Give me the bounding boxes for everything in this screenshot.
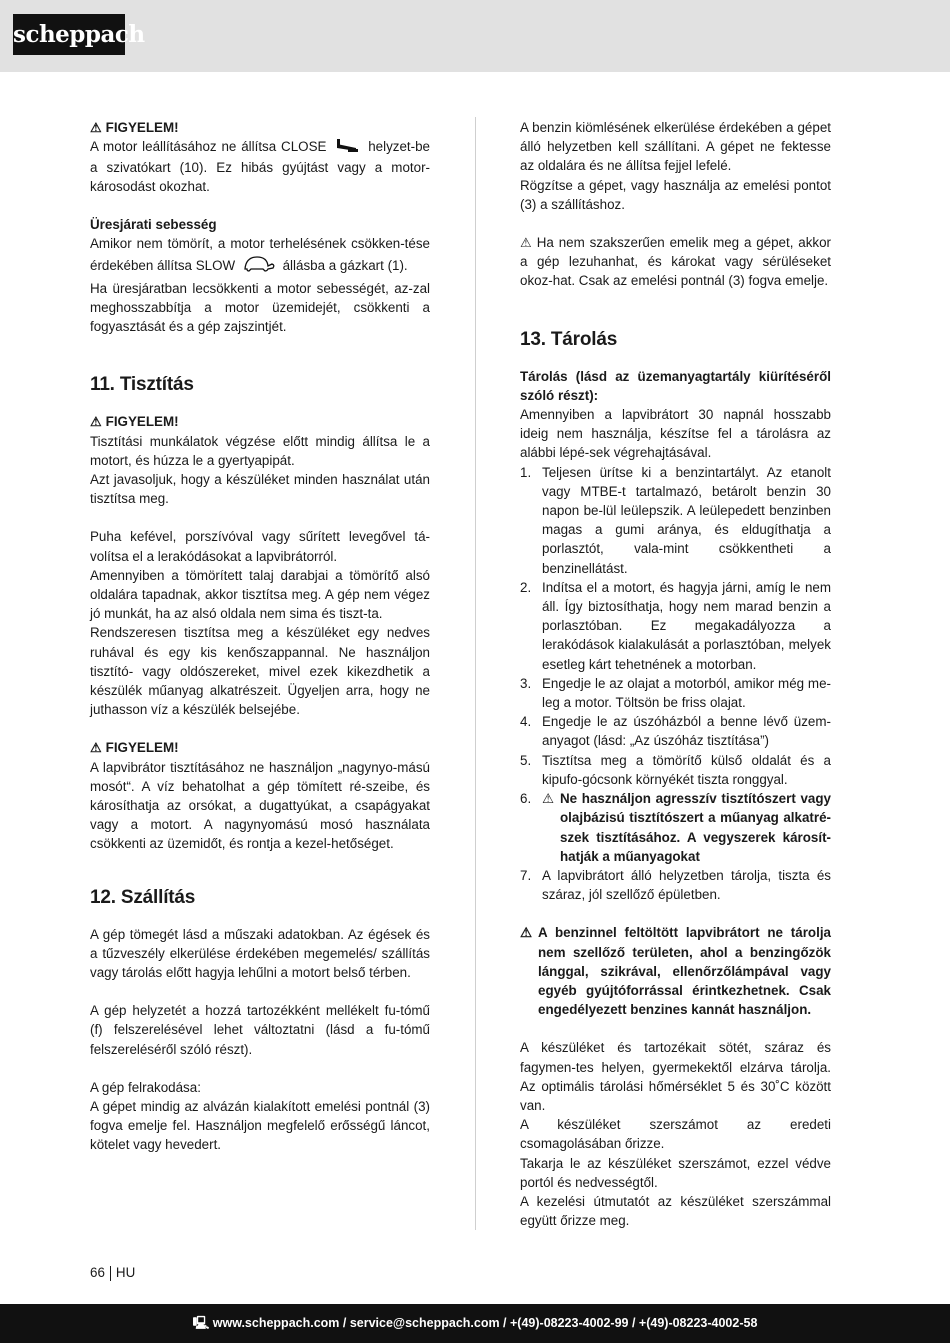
warning-icon: ⚠ — [542, 791, 555, 807]
list-item: 4. Engedje le az úszóházból a benne lévő üzem-anyagot (lásd: „Az úszóház tisztítása”) — [520, 714, 831, 749]
storage-paragraph-1: A készüléket és tartozékait sötét, száraz és fagymen-tes helyen, gyermekektől elzárva tárolja. Az optimális tárolási hőmérséklet 5 és 30˚C között van. — [520, 1040, 831, 1113]
storage-intro: Amennyiben a lapvibrátort 30 napnál hosszabb ideig nem használja, készítse fel a tárolásra az alábbi lépé-sek végrehajtásával. — [520, 407, 831, 461]
list-item: 3. Engedje le az olajat a motorból, amikor még me-leg a motor. Töltsön be friss olajat. — [520, 675, 831, 711]
cleaning-paragraph-3: Rendszeresen tisztítsa meg a készüléket egy nedves ruhával és egy kis kenőszappannal. Ne használjon tisztító- vagy oldószereket, mivel ezek kikezdhetik a készülék műanyag alkatrészeit. Ügyeljen arra, hogy ne juthasson víz a készülék belsejébe. — [90, 625, 430, 718]
list-item: 5. Tisztítsa meg a tömörítő külső oldalát és a kipufo-gócsonk környékét tiszta ronggyal. — [520, 752, 831, 787]
cleaning-recommendation: Azt javasoljuk, hogy a készüléket minden használat után tisztítsa meg. — [90, 471, 430, 507]
idle-speed-heading: Üresjárati sebesség — [90, 217, 217, 233]
loading-text: A gépet mindig az alvázán kialakított emelési pontnál (3) fogva emelje fel. Használjon megfelelő erősségű láncot, kötelet vagy hevedert. — [90, 1099, 430, 1153]
left-column — [90, 118, 430, 1155]
right-column — [520, 118, 831, 1230]
idle-speed-text: Amikor nem tömörít, a motor terhelésének csökken-tése érdekében állítsa SLOW állásba a gázkart (1). — [90, 234, 430, 278]
contact-footer: 🖳 www.scheppach.com / service@scheppach.com / +(49)-08223-4002-99 / +(49)-08223-4002-58 — [0, 1304, 950, 1343]
warning-icon: ⚠ — [520, 925, 533, 941]
warning-heading: ⚠ FIGYELEM! — [90, 740, 179, 756]
monitor-icon: 🖳 — [192, 1316, 210, 1330]
storage-paragraph-2: A készüléket szerszámot az eredeti csomagolásában őrizze. — [520, 1117, 831, 1152]
section-heading-cleaning: 11. Tisztítás — [90, 374, 194, 396]
brand-logo: scheppach — [13, 14, 125, 55]
list-item: 1. Teljesen ürítse ki a benzintartályt. Az etanolt vagy MTBE-t tartalmazó, betárolt benzin 30 napon be-lül leülepszik. A leülepedett benzinben magas a gumi aránya, és eldugíthatja a porlasztót, vala-mint csökkentheti a benzinellátást. — [520, 464, 831, 576]
fuel-storage-warning: ⚠ A benzinnel feltöltött lapvibrátort ne tárolja nem szellőző területen, ahol a benzingőzök lánggal, szikrával, ellenőrzőlámpával vagy egyéb gyújtóforrással érintkezhetnek. Csak engedélyezett benzines kannát használjon. — [520, 925, 831, 1018]
loading-heading: A gép felrakodása: — [90, 1079, 201, 1095]
warning-icon: ⚠ — [90, 414, 102, 430]
warning-icon: ⚠ — [520, 235, 533, 251]
warning-heading: ⚠ FIGYELEM! — [90, 414, 179, 430]
page-number: 66 HU — [90, 1265, 136, 1280]
column-divider — [475, 117, 476, 1230]
warning-heading: ⚠ FIGYELEM! — [90, 120, 179, 135]
choke-warning-text: A motor leállításához ne állítsa CLOSE helyzet-be a szivatókart (10). Ez hibás gyújtást vagy a motor-károsodást okozhat. — [90, 139, 430, 194]
warning-icon: ⚠ — [90, 740, 102, 756]
list-item: 7. A lapvibrátort álló helyzetben tárolja, tiszta és száraz, jól szellőző épületben. — [520, 867, 831, 903]
list-item: 2. Indítsa el a motort, és hagyja járni, amíg le nem áll. Így biztosíthatja, hogy nem marad benzin a porlasztóban. Ez megakadályozza a lerakódások kialakulását a porlasztóban, melyek esetleg kárt tehetnének a motorban. — [520, 579, 831, 672]
cleaning-warning-text: Tisztítási munkálatok végzése előtt mindig állítsa le a motort, és húzza le a gyertyapipát. — [90, 433, 430, 468]
storage-steps-list — [520, 463, 831, 905]
choke-close-icon — [334, 138, 360, 158]
storage-subheading: Tárolás (lásd az üzemanyagtartály kiürítéséről szóló részt): — [520, 368, 831, 403]
storage-paragraph-4: A kezelési útmutatót az készüléket szerszámmal együtt őrizze meg. — [520, 1193, 831, 1229]
transport-paragraph-2: A gép helyzetét a hozzá tartozékként mellékelt fu-tómű (f) felszerelésével lehet változtatni (lásd a fu-tómű felszereléséről szóló részt). — [90, 1003, 430, 1057]
transport-paragraph-3: A benzin kiömlésének elkerülése érdekében a gépet álló helyzetben kell szállítani. A gépet ne fektesse az oldalára és ne állítsa fejjel lefelé. — [520, 120, 831, 174]
section-heading-storage: 13. Tárolás — [520, 328, 618, 350]
idle-speed-text-2: Ha üresjáratban lecsökkenti a motor sebességét, az-zal meghosszabbítja a motor üzemidejét, csökkenti a fogyasztását és a gép zajszintjét. — [90, 280, 430, 335]
turtle-slow-icon — [242, 254, 276, 279]
list-item: 6. ⚠ Ne használjon agresszív tisztítószert vagy olajbázisú tisztítószert a műanyag alkatré-szek tisztításához. A vegyszerek károsít-hatják a műanyagokat — [520, 791, 831, 864]
transport-paragraph-4: Rögzítse a gépet, vagy használja az emelési pontot (3) a szállításhoz. — [520, 177, 831, 212]
section-heading-transport: 12. Szállítás — [90, 886, 196, 908]
pressure-washer-warning: A lapvibrátor tisztításához ne használjon „nagynyo-mású mosót“. A víz behatolhat a gép tömített ré-szeibe, és károsíthatja az orsókat, a dugattyúkat, a csapágyakat vagy a motort. A nagynyomású mosó használata csökkenti az üzemidőt, és rontja a kezel-hetőséget. — [90, 759, 430, 852]
warning-icon: ⚠ — [90, 120, 102, 135]
transport-paragraph-1: A gép tömegét lásd a műszaki adatokban. Az égések és a tűzveszély elkerülése érdekében megemelés/ szállítás vagy tárolás előtt hagyja lehűlni a motort belső térben. — [90, 926, 430, 981]
cleaning-paragraph-2: Amennyiben a tömörített talaj darabjai a tömörítő alsó oldalára tapadnak, akkor tisztítsa meg. A gép nem végez jó munkát, ha az alsó oldala nem sima és tiszt-ta. — [90, 567, 430, 622]
cleaning-paragraph-1: Puha kefével, porszívóval vagy sűrített levegővel tá-volítsa el a lerakódásokat a lapvibrátorról. — [90, 529, 430, 564]
storage-paragraph-3: Takarja le az készüléket szerszámot, ezzel védve portól és nedvességtől. — [520, 1155, 831, 1190]
page-number-separator — [110, 1266, 111, 1281]
lifting-warning: ⚠ Ha nem szakszerűen emelik meg a gépet, akkor a gép lezuhanhat, és károkat vagy sérüléseket okoz-hat. Csak az emelési pontnál (3) fogva emelje. — [520, 235, 832, 289]
